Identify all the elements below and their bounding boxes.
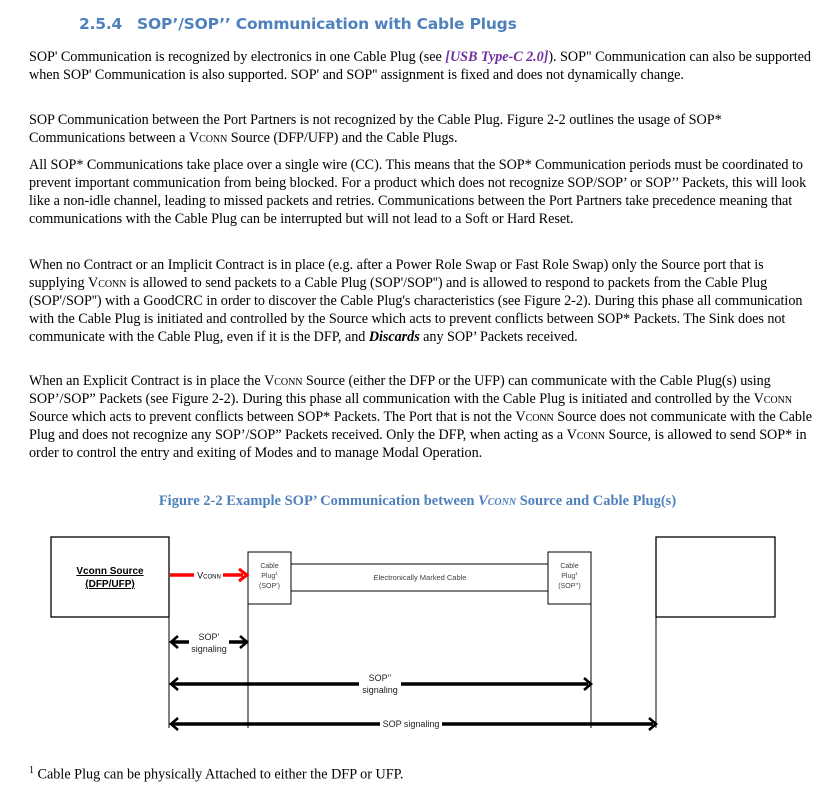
text: is allowed to send packets to a Cable Plug (SOP'/SOP'') and is allowed to respond to packets from the Cable Plug (SOP'/SOP'') with a GoodCRC in order to discover the Cable Plug's characteristics (see Figure 2-2). During this phase all communication with the Cable Plug is initiated and controlled by the Source which acts to prevent conflicts between SOP* Packets. The Sink does not communicate with the Cable Plug, even if it is the DFP, and (29, 275, 803, 345)
text: Source (either the DFP or the UFP) can communicate with the Cable Plug(s) using SOP’/SOP” Packets (see Figure 2-2). During this phase all communication with the Cable Plug is initiated and controlled by the (29, 373, 771, 407)
vconn-term: Vconn (753, 391, 792, 407)
discards-term: Discards (368, 329, 420, 345)
section-title: SOP’/SOP’’ Communication with Cable Plugs (137, 15, 517, 33)
vconn-term: Vconn (264, 373, 303, 389)
cable-plug-label: Plug$^1$ (261, 571, 278, 580)
section-heading (79, 15, 517, 33)
cable-label: Electronically Marked Cable (373, 573, 467, 582)
citation-link[interactable]: [USB Type-C 2.0] (445, 49, 549, 65)
vconn-term: Vconn (188, 130, 228, 146)
text: any SOP’ Packets received. (419, 329, 578, 345)
paragraph-3: All SOP* Communications take place over a single wire (CC). This means that the SOP* Communication periods must be coordinated to prevent important communication from being blocked. For a product which does not recognize SOP/SOP’ or SOP’’ Packets, this will look like a non-idle channel, leading to missed packets and retries. Communications between the Port Partners take precedence meaning that communications with the Cable Plug can be interrupted but will not lead to a Soft or Hard Reset. (29, 157, 807, 227)
paragraph-5 (29, 372, 819, 462)
cable-plug-label: (SOP’) (259, 583, 280, 590)
sop-prime-label: SOP’ (198, 632, 220, 642)
figure-caption (0, 493, 835, 510)
text: ). SOP" Communication can also be supported when SOP' Communication is also supported. SOP' and SOP'' assignment is fixed and does not dynamically change. (29, 49, 811, 83)
text: Source and Cable Plug(s) (516, 493, 677, 509)
cable-plug-label: (SOP’’) (558, 583, 581, 590)
text: Source, is allowed to send SOP* in order to control the entry and exiting of Modes and to manage Modal Operation. (29, 427, 807, 461)
vconn-source-sublabel: (DFP/UFP) (85, 579, 135, 590)
text: Source which acts to prevent conflicts between SOP* Packets. The Port that is not the (29, 409, 516, 425)
text: When an Explicit Contract is in place the (29, 373, 265, 389)
sop-prime-label: signaling (191, 644, 227, 654)
footnote (29, 765, 403, 784)
text: SOP Communication between the Port Partners is not recognized by the Cable Plug. Figure 2-2 outlines the usage of SOP* Communications between a (29, 112, 722, 146)
text: SOP' Communication is recognized by electronics in one Cable Plug (see (29, 49, 446, 65)
port-partner-box (656, 537, 775, 617)
section-number: 2.5.4 (79, 15, 123, 33)
text: Source (DFP/UFP) and the Cable Plugs. (227, 130, 458, 146)
vconn-term: Vconn (515, 409, 554, 425)
cable-plug-label: Cable (260, 563, 279, 570)
paragraph-2 (29, 111, 819, 147)
paragraph-1 (29, 48, 819, 84)
sop-double-prime-label: SOP’’ (368, 673, 392, 683)
vconn-term: Vconn (478, 493, 517, 509)
vconn-term: Vconn (88, 275, 127, 291)
text: When no Contract or an Implicit Contract is in place (e.g. after a Power Role Swap or Fast Role Swap) only the Source port that is supplying (29, 257, 764, 291)
footnote-text: Cable Plug can be physically Attached to either the DFP or UFP. (34, 766, 404, 783)
cable-plug-label: Cable (560, 563, 579, 570)
text: Figure 2-2 Example SOP’ Communication between (158, 493, 479, 509)
sop-label: SOP signaling (382, 719, 440, 729)
footnote-mark: 1 (29, 765, 34, 776)
cable-plug-label: Plug$^1$ (561, 571, 578, 580)
vconn-arrow-label: Vconn (197, 570, 221, 581)
figure-diagram (0, 525, 835, 740)
vconn-term: Vconn (566, 427, 605, 443)
text: Source does not communicate with the Cable Plug and does not recognize any SOP’/SOP” Packets received. Only the DFP, when acting as a (29, 409, 813, 443)
paragraph-4 (29, 256, 819, 346)
sop-double-prime-label: signaling (362, 685, 398, 695)
vconn-source-box (51, 537, 169, 617)
vconn-source-label: Vconn Source (76, 566, 144, 577)
